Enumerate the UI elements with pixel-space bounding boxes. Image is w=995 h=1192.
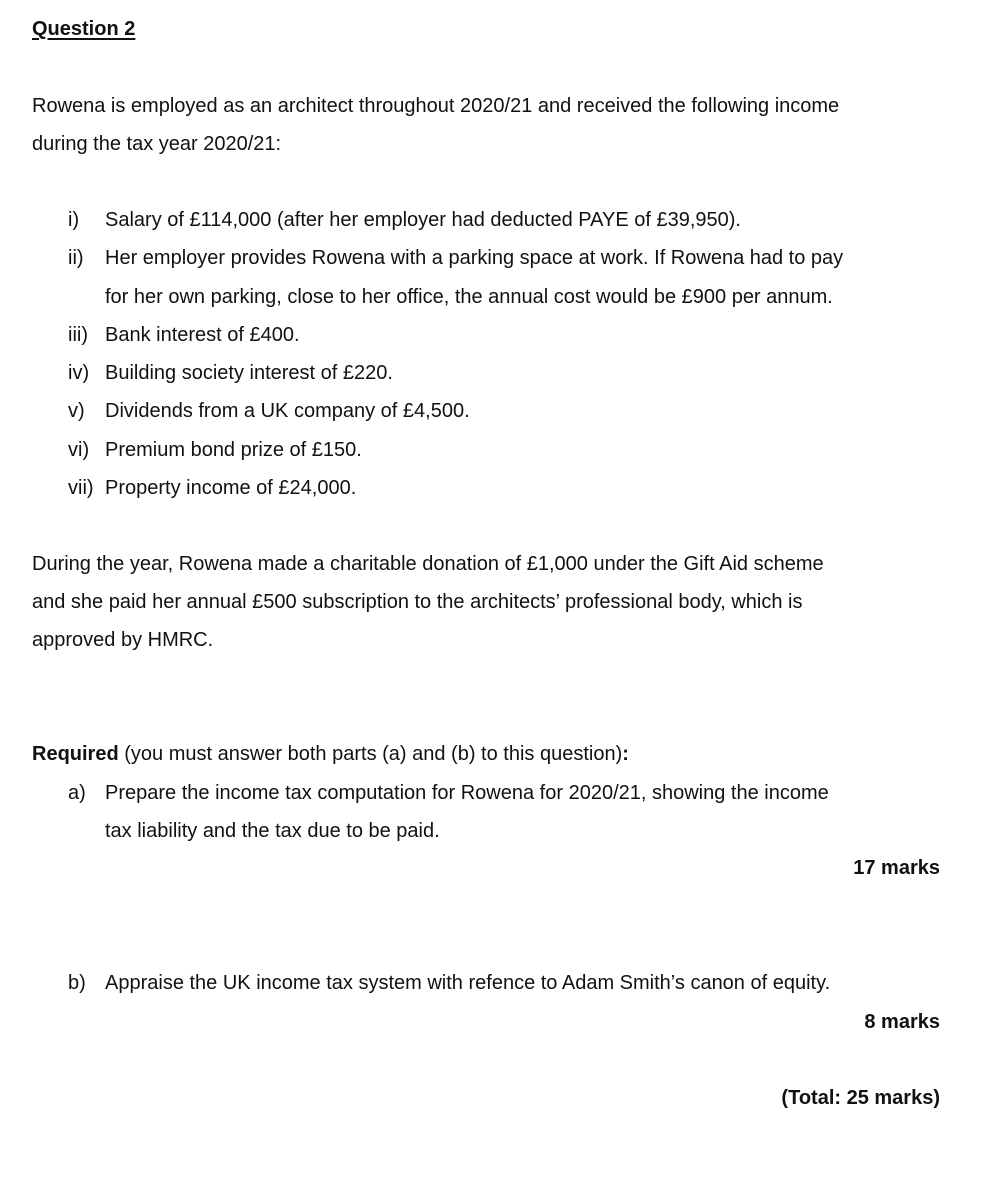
part-b-number: b) <box>68 972 86 994</box>
donation-line-3: approved by HMRC. <box>32 629 214 651</box>
part-b-marks: 8 marks <box>864 1011 940 1033</box>
part-a-text: Prepare the income tax computation for Rowena for 2020/21, showing the income <box>105 782 829 804</box>
list-item-text: Her employer provides Rowena with a parking space at work. If Rowena had to pay <box>105 247 844 269</box>
intro-line-2: during the tax year 2020/21: <box>32 133 282 155</box>
part-a-number: a) <box>68 782 86 804</box>
part-a-text: tax liability and the tax due to be paid. <box>105 820 440 842</box>
list-item-text: Property income of £24,000. <box>105 477 357 499</box>
list-item-text: for her own parking, close to her office, the annual cost would be £900 per annum. <box>105 286 833 308</box>
list-item-number: v) <box>68 400 85 422</box>
donation-line-2: and she paid her annual £500 subscription to the architects’ professional body, which is <box>32 591 803 613</box>
list-item-number: vii) <box>68 477 94 499</box>
list-item-number: iv) <box>68 362 90 384</box>
list-item-text: Dividends from a UK company of £4,500. <box>105 400 470 422</box>
required-colon: : <box>622 743 629 765</box>
list-item-text: Building society interest of £220. <box>105 362 393 384</box>
list-item-number: iii) <box>68 324 88 346</box>
list-item-text: Premium bond prize of £150. <box>105 439 362 461</box>
required-label: Required <box>32 743 119 765</box>
total-marks: (Total: 25 marks) <box>781 1087 940 1109</box>
list-item-number: vi) <box>68 439 90 461</box>
part-b-text: Appraise the UK income tax system with refence to Adam Smith’s canon of equity. <box>105 972 831 994</box>
list-item-number: i) <box>68 209 80 231</box>
donation-line-1: During the year, Rowena made a charitable donation of £1,000 under the Gift Aid scheme <box>32 553 824 575</box>
list-item-text: Salary of £114,000 (after her employer had deducted PAYE of £39,950). <box>105 209 741 231</box>
list-item-number: ii) <box>68 247 84 269</box>
question-title: Question 2 <box>32 18 136 40</box>
required-heading <box>32 744 629 764</box>
intro-line-1: Rowena is employed as an architect throughout 2020/21 and received the following income <box>32 95 840 117</box>
part-a-marks: 17 marks <box>853 857 940 879</box>
list-item-text: Bank interest of £400. <box>105 324 300 346</box>
required-text: (you must answer both parts (a) and (b) to this question) <box>118 743 623 765</box>
